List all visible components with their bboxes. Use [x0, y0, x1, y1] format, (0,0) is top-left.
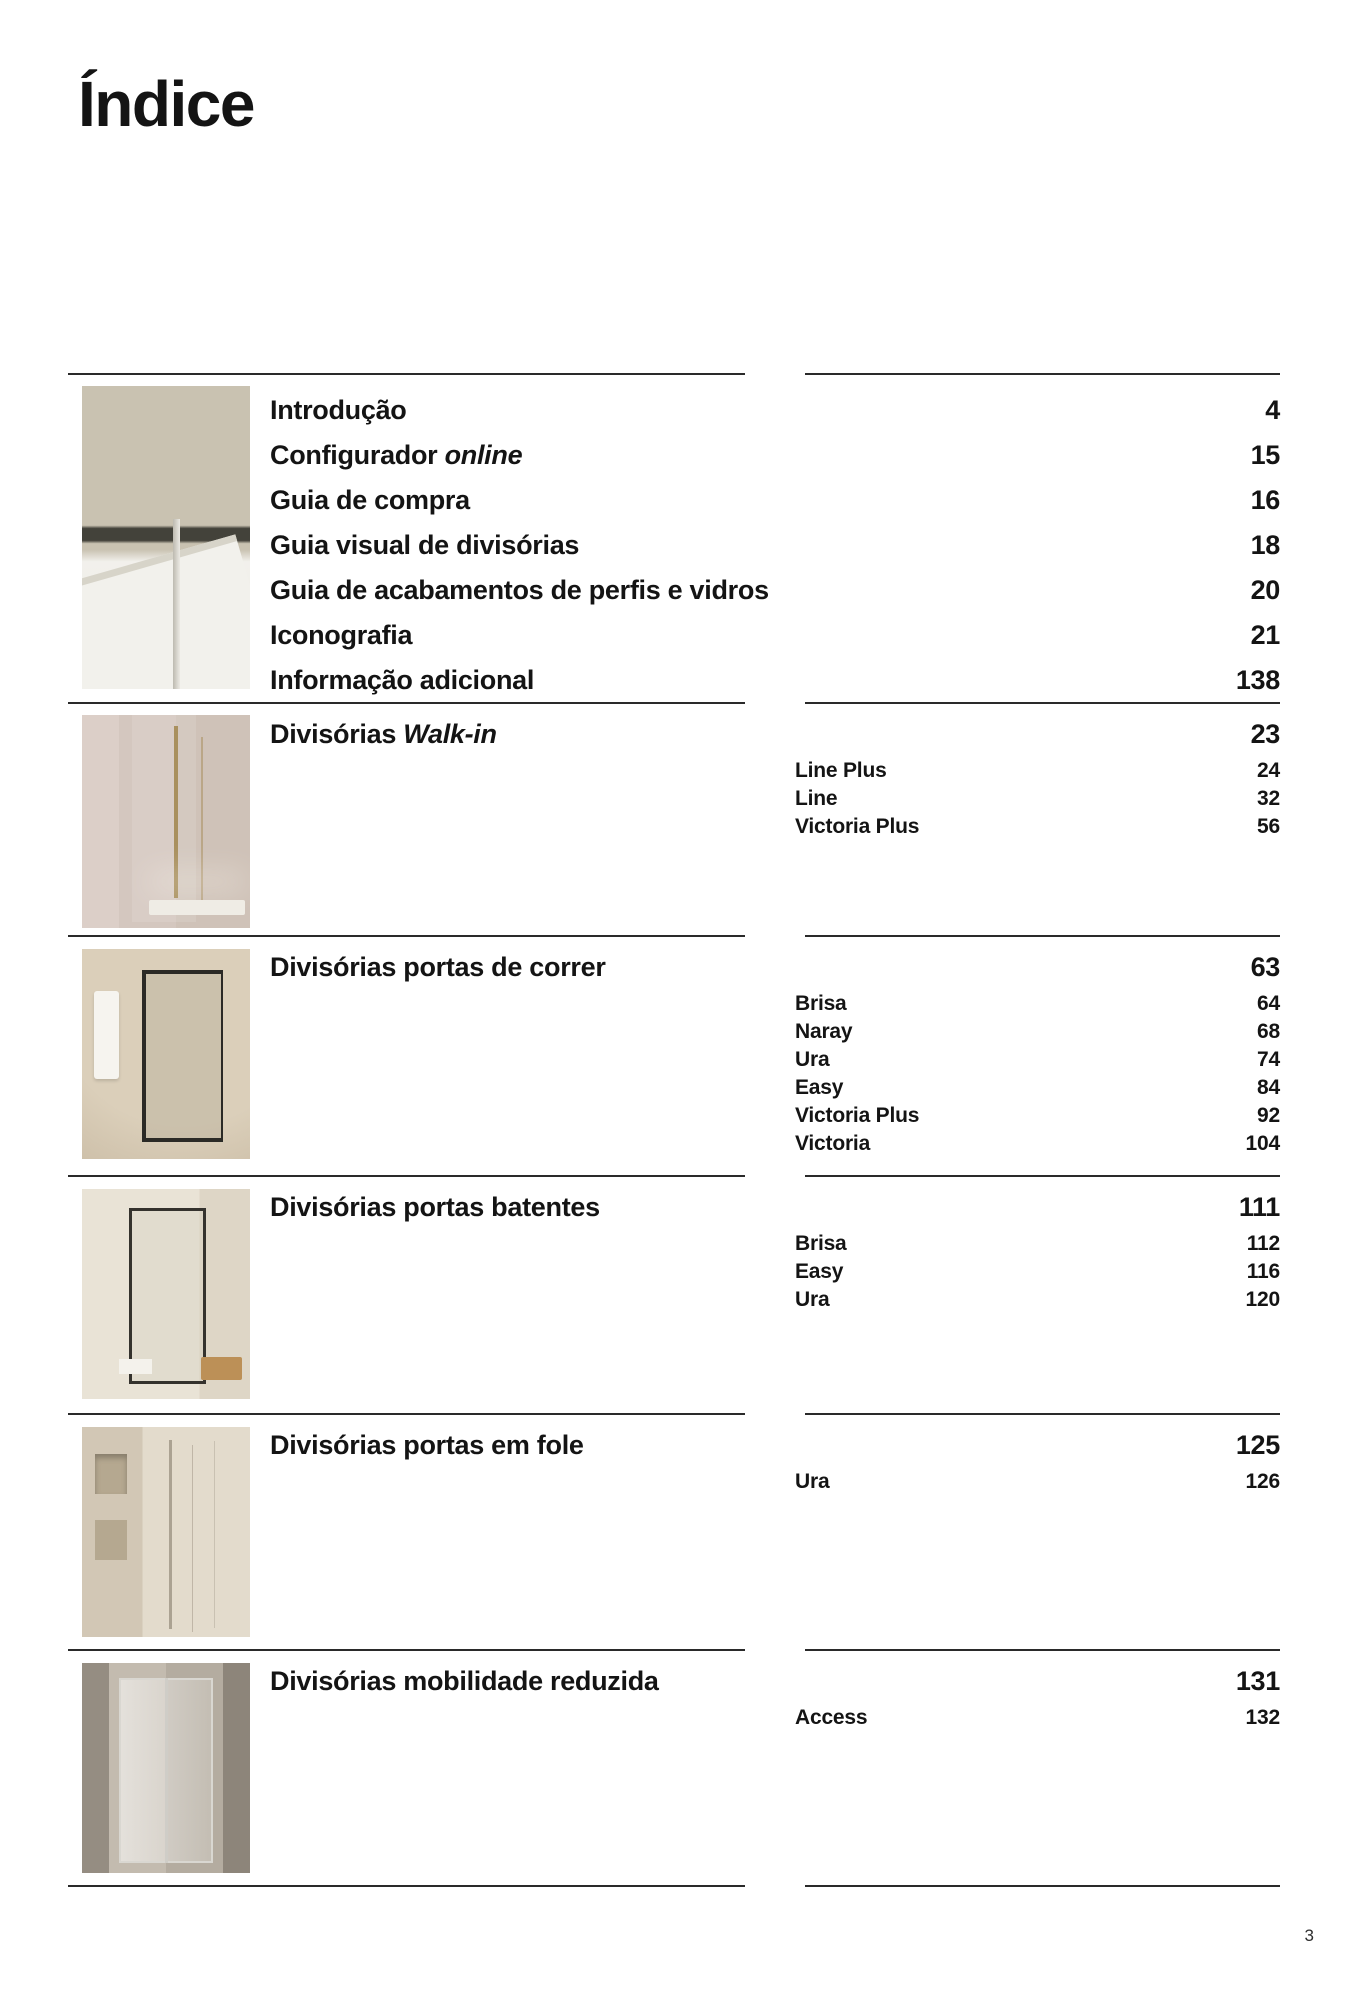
- toc-entry-page: 18: [1250, 530, 1280, 560]
- toc-entry-page: 68: [1257, 1020, 1280, 1043]
- section-divider: [68, 935, 1280, 937]
- toc-entry-page: 92: [1257, 1104, 1280, 1127]
- toc-entry-label: Line: [795, 787, 838, 810]
- toc-entry-label: Configurador online: [270, 440, 523, 470]
- section-page: 111: [1238, 1191, 1280, 1222]
- toc-entry-label: Victoria Plus: [795, 815, 920, 838]
- divider-rule-right: [805, 1649, 1280, 1651]
- section-title: Divisórias Walk-in: [270, 718, 497, 749]
- toc-entry-label: Easy: [795, 1260, 844, 1283]
- toc-entry-page: 15: [1250, 440, 1280, 470]
- toc-entry-page: 32: [1257, 787, 1280, 810]
- toc-entry-page: 20: [1250, 575, 1280, 605]
- toc-entry-label: Guia de acabamentos de perfis e vidros: [270, 575, 769, 605]
- toc-entry-page: 16: [1250, 485, 1280, 515]
- divider-rule-left: [68, 1413, 745, 1415]
- section-title: Divisórias mobilidade reduzida: [270, 1665, 659, 1696]
- divider-rule-left: [68, 1649, 745, 1651]
- bottom-divider: [68, 1885, 1280, 1887]
- toc-entry-label: Naray: [795, 1020, 853, 1043]
- section-divider: [68, 373, 1280, 375]
- divider-rule-left: [68, 702, 745, 704]
- section-title: Divisórias portas batentes: [270, 1191, 600, 1222]
- toc-entry-page: 4: [1265, 395, 1280, 425]
- section-page: 125: [1235, 1429, 1280, 1460]
- toc-entry-page: 132: [1245, 1706, 1280, 1729]
- toc-entry-page: 116: [1246, 1260, 1280, 1283]
- toc-entry-page: 120: [1245, 1288, 1280, 1311]
- divider-rule-right: [805, 1413, 1280, 1415]
- toc-entry-page: 21: [1250, 620, 1280, 650]
- section-mobilidade-reduzida: [68, 1649, 1280, 1885]
- toc-entry-label: Iconografia: [270, 620, 413, 650]
- toc-entry-label: Line Plus: [795, 759, 887, 782]
- divider-rule-right: [805, 1175, 1280, 1177]
- section-page: 131: [1235, 1665, 1280, 1696]
- toc-entry-page: 104: [1245, 1132, 1280, 1155]
- section-portas-de-correr: [68, 935, 1280, 1175]
- shower-profile-corner-photo: [82, 386, 250, 689]
- toc-entry-label: Victoria Plus: [795, 1104, 920, 1127]
- divider-rule-left: [68, 1885, 745, 1887]
- toc-entry-label: Ura: [795, 1048, 830, 1071]
- toc-entry-label: Ura: [795, 1288, 830, 1311]
- divider-rule-right: [805, 702, 1280, 704]
- toc-entry-label: Guia visual de divisórias: [270, 530, 580, 560]
- walk-in-shower-photo: [82, 715, 250, 928]
- toc-entry-page: 126: [1245, 1470, 1280, 1493]
- hinged-door-shower-photo: [82, 1189, 250, 1399]
- toc-entry-page: 138: [1235, 665, 1280, 695]
- section-title: Divisórias portas em fole: [270, 1429, 584, 1460]
- divider-rule-left: [68, 935, 745, 937]
- section-portas-batentes: [68, 1175, 1280, 1413]
- section-title: Divisórias portas de correr: [270, 951, 606, 982]
- section-divider: [68, 702, 1280, 704]
- footer-page-number: 3: [1304, 1926, 1314, 1945]
- toc-entry-label: Access: [795, 1706, 868, 1729]
- divider-rule-right: [805, 1885, 1280, 1887]
- toc-entry-page: 74: [1257, 1048, 1280, 1071]
- toc-entry-page: 24: [1257, 759, 1280, 782]
- section-walk-in: [68, 702, 1280, 935]
- section-page: 63: [1250, 951, 1280, 982]
- divider-rule-left: [68, 1175, 745, 1177]
- section-divider: [68, 1175, 1280, 1177]
- divider-rule-right: [805, 373, 1280, 375]
- section-introducao: [68, 373, 1280, 702]
- sliding-door-shower-photo: [82, 949, 250, 1159]
- toc-entry-page: 112: [1246, 1232, 1280, 1255]
- divider-rule-left: [68, 373, 745, 375]
- toc-entry-page: 56: [1257, 815, 1280, 838]
- toc-entry-label: Easy: [795, 1076, 844, 1099]
- toc-entry-page: 84: [1257, 1076, 1280, 1099]
- toc-entry-label: Brisa: [795, 1232, 847, 1255]
- toc-entry-label: Brisa: [795, 992, 847, 1015]
- toc-entry-label: Informação adicional: [270, 665, 535, 695]
- toc-entry-label: Guia de compra: [270, 485, 470, 515]
- toc-entry-label: Ura: [795, 1470, 830, 1493]
- folding-door-shower-photo: [82, 1427, 250, 1637]
- page-title: Índice: [78, 67, 254, 140]
- accessible-shower-photo: [82, 1663, 250, 1873]
- section-divider: [68, 1649, 1280, 1651]
- section-page: 23: [1250, 718, 1280, 749]
- section-divider: [68, 1413, 1280, 1415]
- toc-entry-label: Introdução: [270, 395, 407, 425]
- section-portas-em-fole: [68, 1413, 1280, 1649]
- toc-entry-page: 64: [1257, 992, 1280, 1015]
- divider-rule-right: [805, 935, 1280, 937]
- toc-entry-label: Victoria: [795, 1132, 871, 1155]
